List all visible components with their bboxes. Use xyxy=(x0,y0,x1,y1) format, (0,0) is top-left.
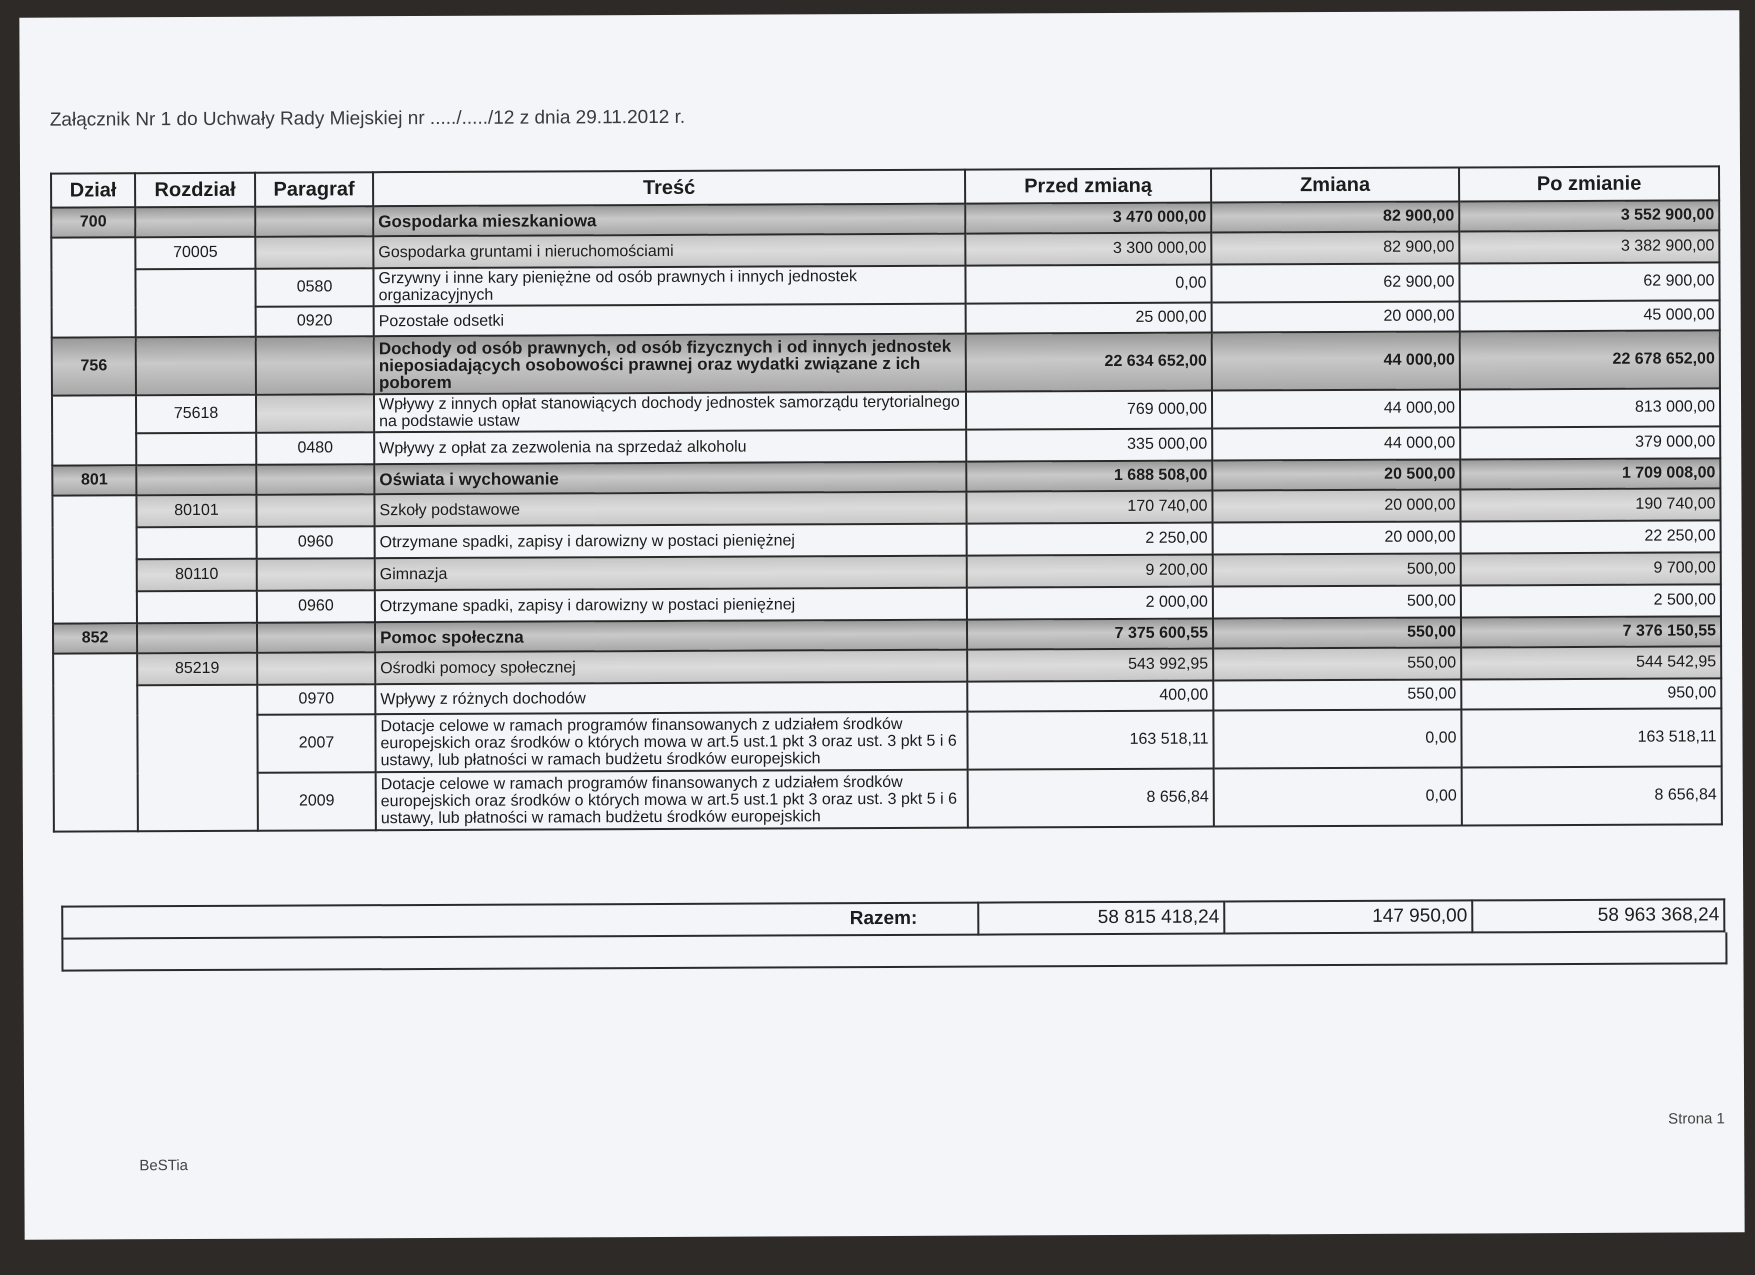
cell-przed: 1 688 508,00 xyxy=(966,461,1212,492)
total-label: Razem: xyxy=(62,903,978,939)
cell-tresc: Pozostałe odsetki xyxy=(374,304,966,337)
cell-przed: 3 300 000,00 xyxy=(965,233,1211,266)
cell-tresc: Wpływy z innych opłat stanowiących dochody jednostek samorządu terytorialnego na podstawie ustaw xyxy=(374,392,966,433)
cell-zmiana: 0,00 xyxy=(1214,767,1462,826)
cell-tresc: Dotacje celowe w ramach programów finansowanych z udziałem środków europejskich oraz środków o których mowa w art.5 ust.1 pkt 3 oraz ust. 3 pkt 5 i 6 ustawy, lub płatności w ramach budżetu środków europejskich xyxy=(375,712,967,773)
document-header: Załącznik Nr 1 do Uchwały Rady Miejskiej nr ...../...../12 z dnia 29.11.2012 r. xyxy=(49,106,686,131)
software-name: BeSTia xyxy=(139,1157,189,1175)
cell-przed: 170 740,00 xyxy=(966,491,1212,524)
cell-tresc: Oświata i wychowanie xyxy=(374,462,966,495)
cell-zmiana: 0,00 xyxy=(1213,709,1461,768)
cell-zmiana: 500,00 xyxy=(1213,553,1461,586)
cell-po: 3 552 900,00 xyxy=(1459,200,1719,231)
cell-tresc: Gospodarka gruntami i nieruchomościami xyxy=(373,234,965,269)
table-row xyxy=(54,766,1722,831)
cell-tresc: Otrzymane spadki, zapisy i darowizny w postaci pieniężnej xyxy=(375,588,967,623)
cell-paragraf: 0920 xyxy=(256,306,374,337)
total-frame xyxy=(61,932,1727,971)
cell-przed: 3 470 000,00 xyxy=(965,203,1211,234)
cell-rozdzial: 75618 xyxy=(136,395,256,434)
col-header-dzial: Dział xyxy=(51,173,135,207)
cell-zmiana: 550,00 xyxy=(1213,617,1461,648)
col-header-paragraf: Paragraf xyxy=(255,172,373,207)
cell-rozdzial: 70005 xyxy=(135,237,255,270)
document-page xyxy=(19,10,1744,1239)
cell-tresc: Wpływy z opłat za zezwolenia na sprzedaż alkoholu xyxy=(374,430,966,465)
col-header-rozdzial: Rozdział xyxy=(135,173,255,208)
cell-paragraf: 0970 xyxy=(257,684,375,715)
cell-tresc: Dotacje celowe w ramach programów finansowanych z udziałem środków europejskich oraz środków o których mowa w art.5 ust.1 pkt 3 oraz ust. 3 pkt 5 i 6 ustawy, lub płatności w ramach budżetu środków europejskich xyxy=(376,770,968,831)
cell-przed: 25 000,00 xyxy=(966,303,1212,334)
cell-tresc: Grzywny i inne kary pieniężne od osób prawnych i innych jednostek organizacyjnych xyxy=(373,266,965,307)
cell-zmiana: 550,00 xyxy=(1213,647,1461,680)
col-header-tresc: Treść xyxy=(373,170,965,207)
cell-przed: 0,00 xyxy=(965,265,1211,304)
cell-zmiana: 44 000,00 xyxy=(1212,389,1460,428)
cell-przed: 163 518,11 xyxy=(967,711,1213,770)
cell-paragraf: 0580 xyxy=(255,268,373,307)
cell-zmiana: 44 000,00 xyxy=(1212,427,1460,460)
cell-tresc: Ośrodki pomocy społecznej xyxy=(375,650,967,685)
budget-table xyxy=(50,165,1723,832)
cell-po: 379 000,00 xyxy=(1460,426,1720,459)
cell-po: 2 500,00 xyxy=(1461,584,1721,617)
cell-zmiana: 82 900,00 xyxy=(1211,231,1459,264)
cell-po: 45 000,00 xyxy=(1460,300,1720,331)
cell-po: 950,00 xyxy=(1461,678,1721,709)
cell-przed: 22 634 652,00 xyxy=(966,333,1212,392)
total-zmiana: 147 950,00 xyxy=(1224,900,1472,933)
cell-przed: 2 250,00 xyxy=(967,523,1213,556)
total-przed: 58 815 418,24 xyxy=(978,902,1224,935)
total-po: 58 963 368,24 xyxy=(1472,899,1724,932)
cell-paragraf: 0960 xyxy=(257,526,375,559)
cell-po: 190 740,00 xyxy=(1460,488,1720,521)
cell-po: 7 376 150,55 xyxy=(1461,616,1721,647)
cell-zmiana: 20 500,00 xyxy=(1212,459,1460,490)
cell-po: 8 656,84 xyxy=(1462,766,1722,825)
page-number: Strona 1 xyxy=(1668,1110,1725,1128)
cell-przed: 8 656,84 xyxy=(968,769,1214,828)
cell-zmiana: 62 900,00 xyxy=(1211,263,1459,302)
cell-paragraf: 2009 xyxy=(258,772,376,831)
cell-rozdzial: 85219 xyxy=(137,653,257,686)
cell-po: 1 709 008,00 xyxy=(1460,458,1720,489)
col-header-po: Po zmianie xyxy=(1459,166,1719,201)
cell-przed: 7 375 600,55 xyxy=(967,619,1213,650)
cell-przed: 335 000,00 xyxy=(966,429,1212,462)
cell-paragraf: 0960 xyxy=(257,590,375,623)
cell-rozdzial: 80101 xyxy=(136,495,256,528)
cell-tresc: Szkoły podstawowe xyxy=(374,492,966,527)
cell-tresc: Dochody od osób prawnych, od osób fizycznych i od innych jednostek nieposiadających osobowości prawnej oraz wydatki związane z ich poborem xyxy=(374,334,966,395)
cell-zmiana: 82 900,00 xyxy=(1211,201,1459,232)
cell-dzial: 801 xyxy=(52,465,136,495)
cell-zmiana: 500,00 xyxy=(1213,585,1461,618)
cell-tresc: Gospodarka mieszkaniowa xyxy=(373,204,965,237)
col-header-przed: Przed zmianą xyxy=(965,169,1211,204)
cell-zmiana: 20 000,00 xyxy=(1213,521,1461,554)
cell-rozdzial: 80110 xyxy=(137,559,257,592)
cell-po: 544 542,95 xyxy=(1461,646,1721,679)
cell-dzial: 852 xyxy=(53,623,137,653)
table-row xyxy=(53,708,1721,773)
cell-przed: 543 992,95 xyxy=(967,649,1213,682)
cell-przed: 769 000,00 xyxy=(966,391,1212,430)
cell-tresc: Gimnazja xyxy=(375,556,967,591)
cell-dzial: 700 xyxy=(51,207,135,237)
table-row xyxy=(52,330,1720,395)
cell-paragraf: 0480 xyxy=(256,432,374,465)
cell-zmiana: 20 000,00 xyxy=(1212,301,1460,332)
cell-po: 813 000,00 xyxy=(1460,388,1720,427)
cell-paragraf: 2007 xyxy=(257,714,375,773)
cell-dzial: 756 xyxy=(52,337,136,395)
cell-po: 163 518,11 xyxy=(1461,708,1721,767)
cell-zmiana: 550,00 xyxy=(1213,679,1461,710)
cell-po: 22 678 652,00 xyxy=(1460,330,1720,389)
cell-po: 3 382 900,00 xyxy=(1459,230,1719,263)
cell-tresc: Wpływy z różnych dochodów xyxy=(375,682,967,715)
cell-po: 22 250,00 xyxy=(1461,520,1721,553)
cell-tresc: Pomoc społeczna xyxy=(375,620,967,653)
cell-przed: 2 000,00 xyxy=(967,587,1213,620)
cell-tresc: Otrzymane spadki, zapisy i darowizny w postaci pieniężnej xyxy=(375,524,967,559)
cell-po: 62 900,00 xyxy=(1459,262,1719,301)
cell-zmiana: 20 000,00 xyxy=(1212,489,1460,522)
cell-po: 9 700,00 xyxy=(1461,552,1721,585)
cell-przed: 9 200,00 xyxy=(967,555,1213,588)
col-header-zmiana: Zmiana xyxy=(1211,167,1459,202)
cell-zmiana: 44 000,00 xyxy=(1212,331,1460,390)
cell-przed: 400,00 xyxy=(967,681,1213,712)
